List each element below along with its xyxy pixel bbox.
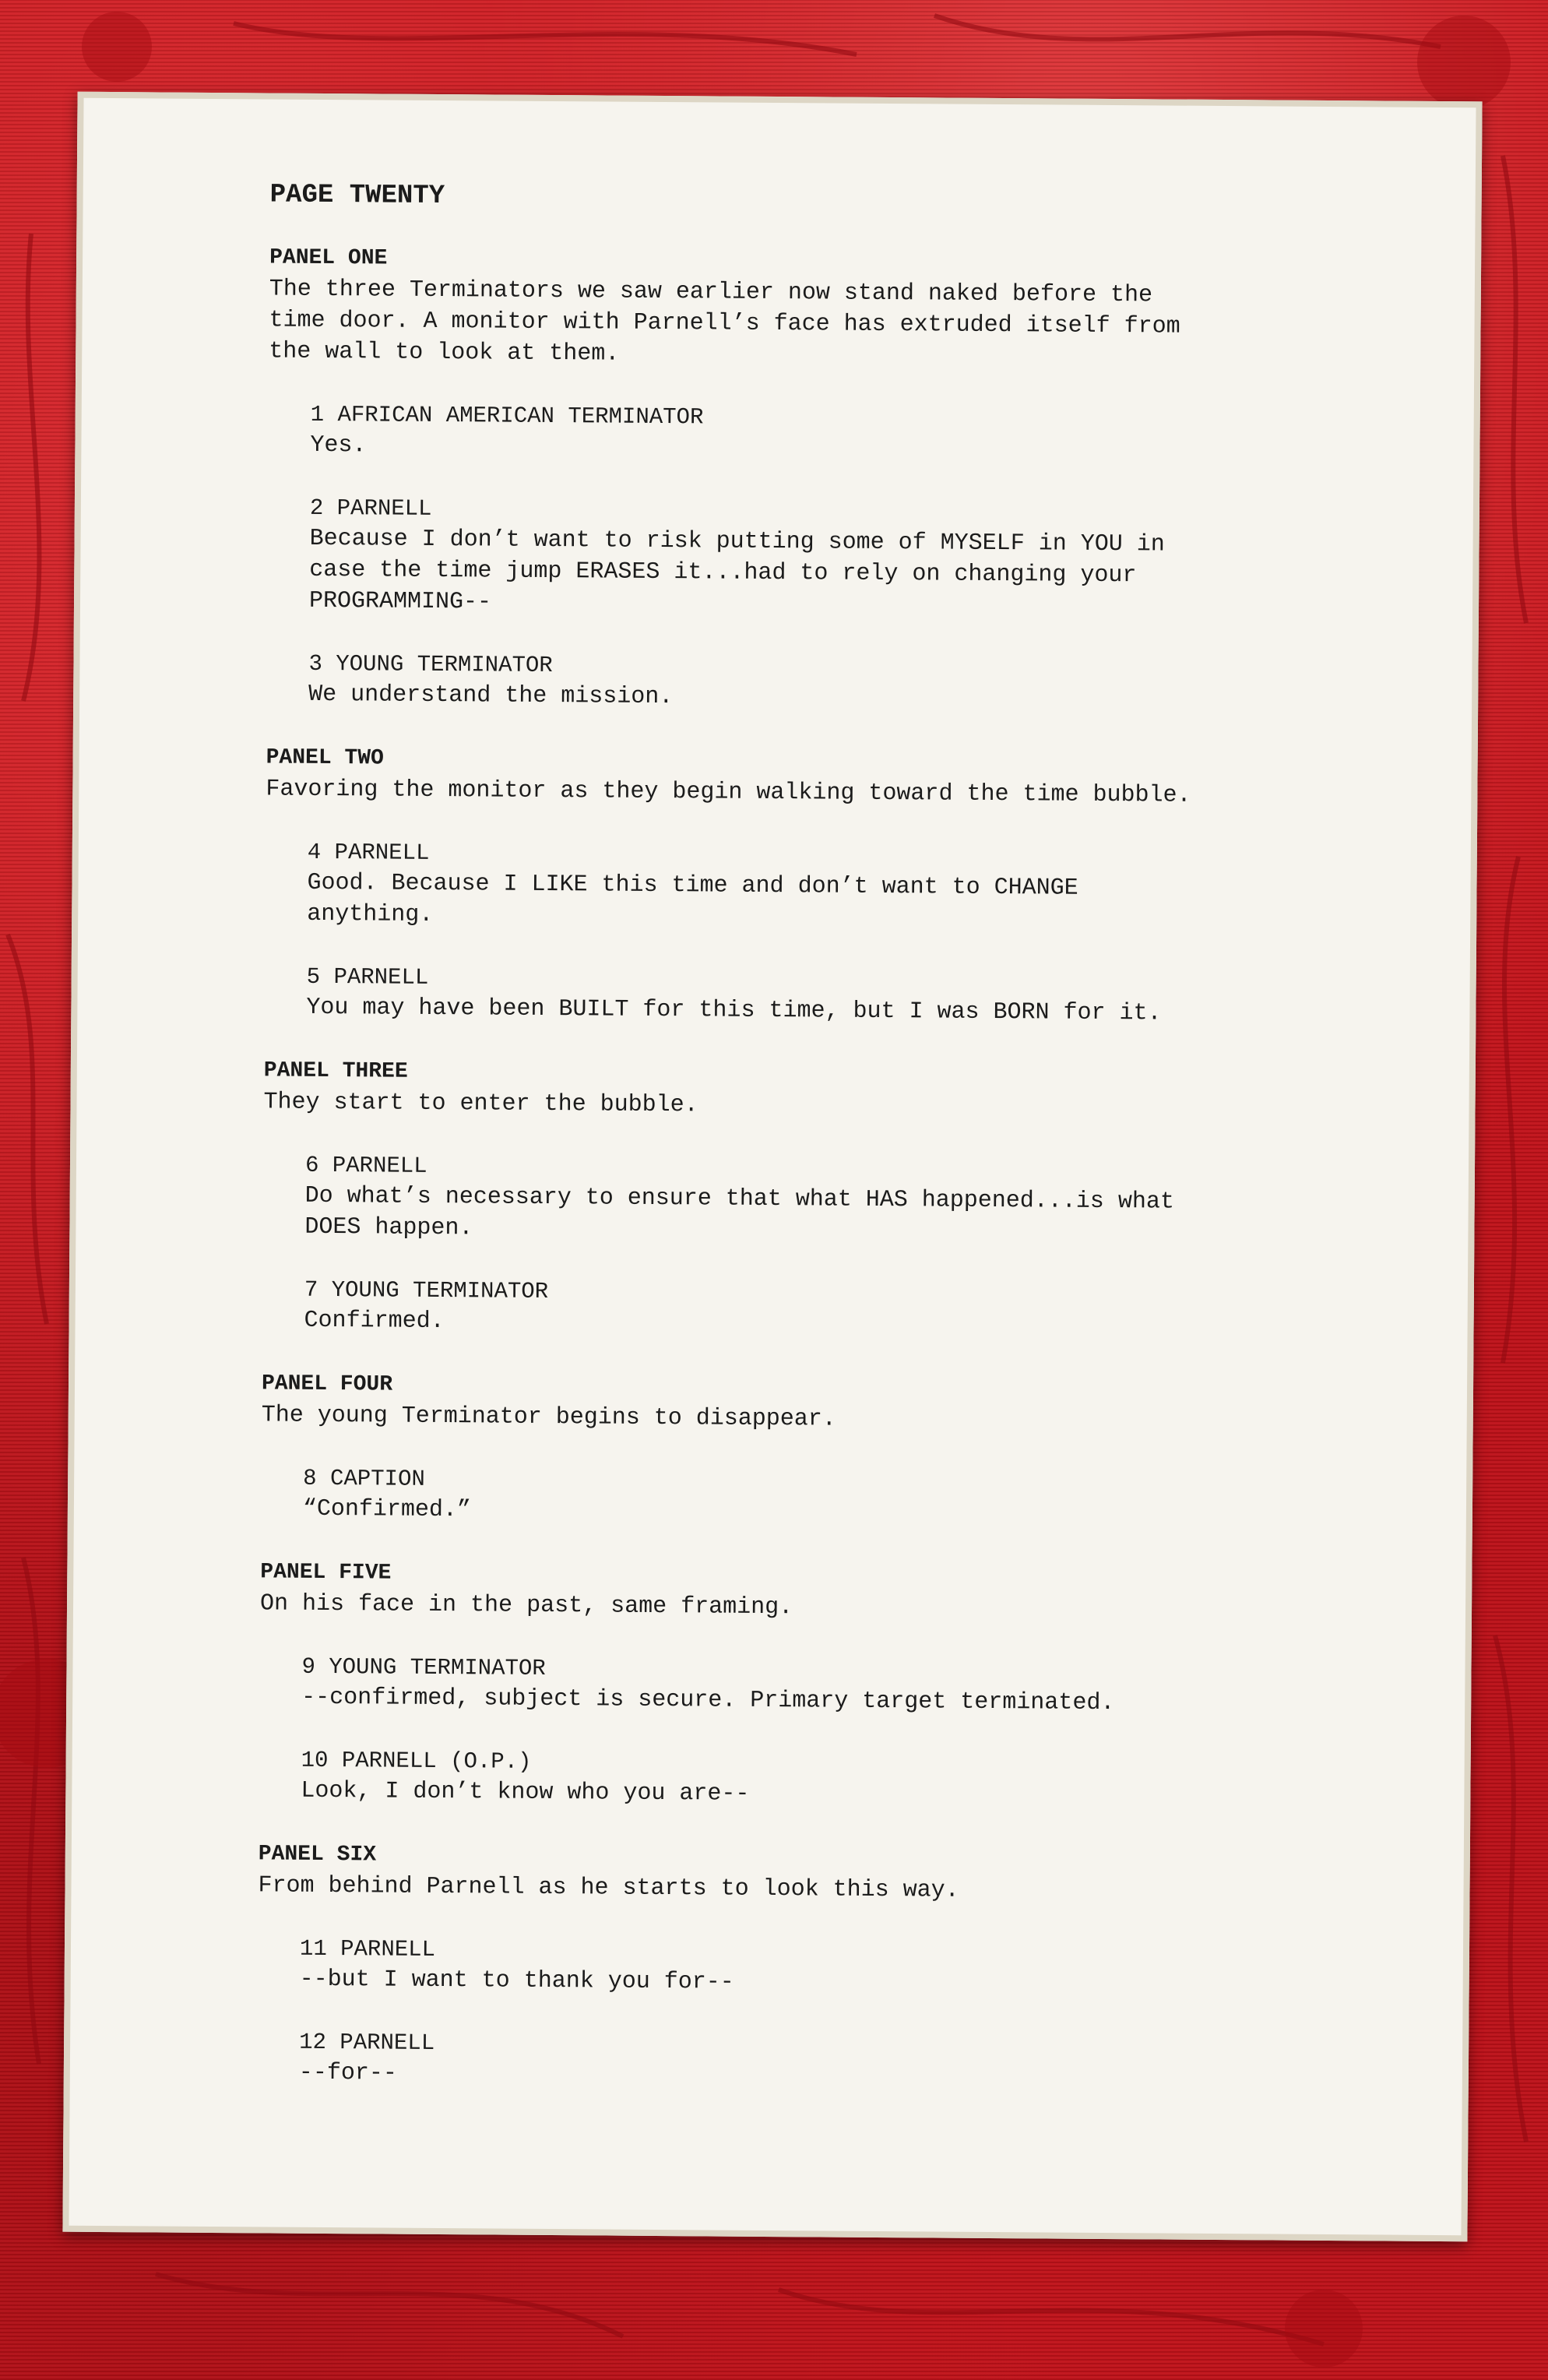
dialogue-text: Because I don’t want to risk putting some of MYSELF in YOU in case the time jump ERASES it...had to rely on changing your PROGRAMMING-- [308, 525, 1165, 616]
dialogue-text: Good. Because I LIKE this time and don’t want to CHANGE anything. [307, 869, 1078, 928]
speaker-label: 3 YOUNG TERMINATOR [308, 650, 553, 679]
panel-heading: PANEL SIX [258, 1842, 377, 1868]
speaker-label: 2 PARNELL [309, 495, 432, 522]
script-line [304, 1151, 1384, 1251]
speaker-label: 11 PARNELL [299, 1935, 436, 1963]
panel-description: On his face in the past, same framing. [259, 1590, 793, 1621]
panel-heading: PANEL ONE [269, 245, 388, 271]
speaker-label: 9 YOUNG TERMINATOR [301, 1653, 546, 1681]
panel-heading: PANEL THREE [263, 1058, 408, 1084]
dialogue-text: We understand the mission. [308, 681, 674, 711]
script-line [309, 494, 1389, 625]
speaker-label: 6 PARNELL [304, 1152, 427, 1179]
panel-two [264, 742, 1387, 1030]
script-line [308, 650, 1388, 718]
dialogue-text: Do what’s necessary to ensure that what HAS happened...is what DOES happen. [304, 1182, 1175, 1242]
script-content [256, 180, 1391, 2128]
dialogue-text: --but I want to thank you for-- [299, 1966, 734, 1996]
speaker-label: 10 PARNELL (O.P.) [301, 1747, 532, 1775]
speaker-label: 4 PARNELL [307, 839, 430, 866]
panel-heading: PANEL TWO [266, 745, 384, 771]
script-line [301, 1653, 1381, 1721]
panel-description: The three Terminators we saw earlier now stand naked before the time door. A monitor with Parnell’s face has extruded itself from the wall to look at them. [269, 276, 1180, 368]
panel-heading: PANEL FOUR [261, 1371, 393, 1397]
script-line [299, 2028, 1379, 2097]
dialogue-text: Confirmed. [304, 1307, 445, 1336]
panel-five [259, 1557, 1381, 1814]
dialogue-text: --for-- [298, 2059, 398, 2087]
dialogue-text: Yes. [310, 431, 367, 459]
panel-description: From behind Parnell as he starts to look this way. [258, 1872, 959, 1904]
speaker-label: 8 CAPTION [303, 1465, 425, 1492]
panel-description: The young Terminator begins to disappear. [261, 1402, 836, 1433]
script-line [301, 1746, 1381, 1815]
dialogue-text: You may have been BUILT for this time, but I was BORN for it. [306, 994, 1162, 1027]
script-line [310, 400, 1390, 469]
panel-three [262, 1055, 1384, 1343]
speaker-label: 7 YOUNG TERMINATOR [304, 1276, 549, 1304]
script-page [62, 92, 1482, 2242]
panel-heading: PANEL FIVE [260, 1560, 392, 1586]
script-line [300, 1935, 1380, 2003]
dialogue-text: Look, I don’t know who you are-- [301, 1777, 750, 1808]
dialogue-text: --confirmed, subject is secure. Primary target terminated. [301, 1684, 1115, 1717]
panel-description: They start to enter the bubble. [263, 1089, 698, 1119]
panel-four [261, 1368, 1383, 1532]
speaker-label: 12 PARNELL [299, 2029, 435, 2056]
panel-description: Favoring the monitor as they begin walking toward the time bubble. [266, 776, 1191, 809]
speaker-label: 5 PARNELL [306, 963, 429, 991]
script-line [304, 1276, 1384, 1344]
script-line [307, 838, 1387, 938]
page-title: PAGE TWENTY [269, 180, 445, 212]
script-line [306, 963, 1386, 1031]
panel-six [257, 1839, 1380, 2096]
script-line [303, 1464, 1383, 1533]
speaker-label: 1 AFRICAN AMERICAN TERMINATOR [310, 401, 704, 431]
panel-one [266, 242, 1391, 717]
dialogue-text: “Confirmed.” [302, 1495, 472, 1524]
